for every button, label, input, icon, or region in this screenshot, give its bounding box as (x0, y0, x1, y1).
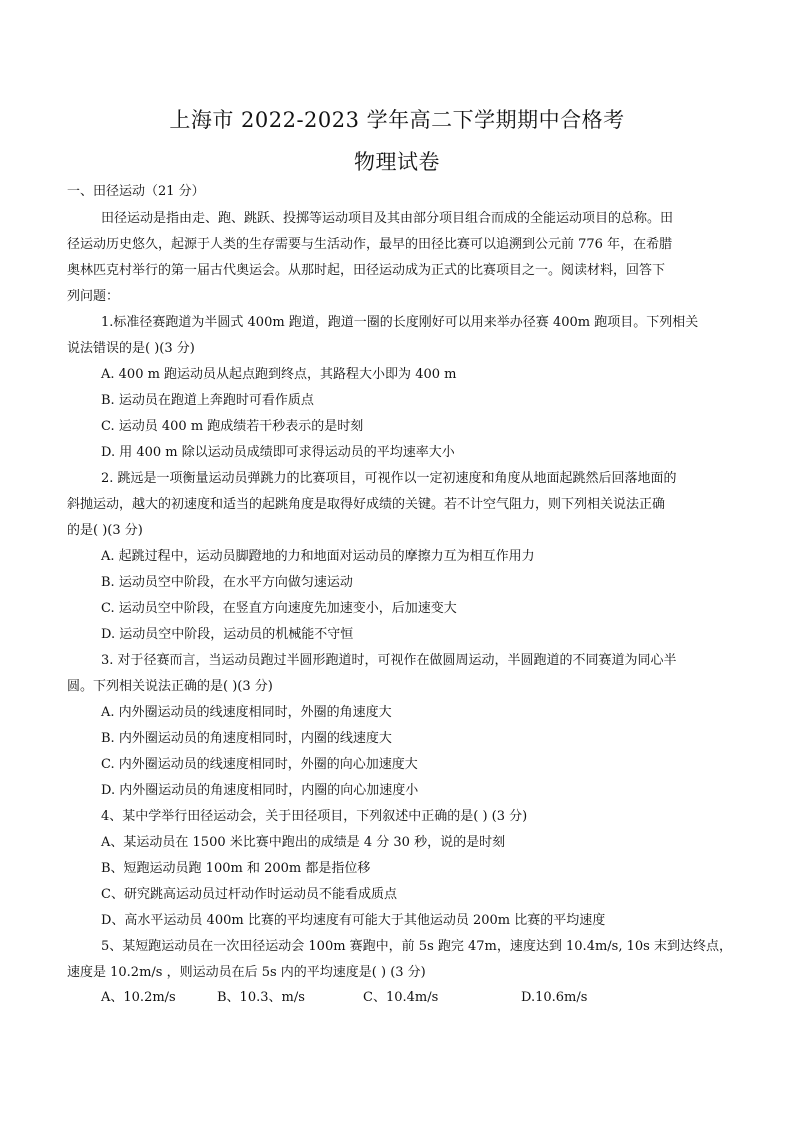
question-3-option: A. 内外圈运动员的线速度相同时，外圈的角速度大 (101, 705, 392, 720)
question-3-option: D. 内外圈运动员的角速度相同时，内圈的向心加速度小 (101, 783, 419, 798)
question-1-stem: 说法错误的是( )(3 分) (67, 341, 195, 356)
question-4-option: D、高水平运动员 400m 比赛的平均速度有可能大于其他运动员 200m 比赛的平均速度 (101, 913, 606, 928)
question-1-option: D. 用 400 m 除以运动员成绩即可求得运动员的平均速率大小 (101, 445, 455, 460)
question-4-option: A、某运动员在 1500 米比赛中跑出的成绩是 4 分 30 秒，说的是时刻 (101, 835, 506, 850)
question-1-option: A. 400 m 跑运动员从起点跑到终点，其路程大小即为 400 m (101, 367, 457, 382)
question-4-option: B、短跑运动员跑 100m 和 200m 都是指位移 (101, 861, 371, 876)
question-2-stem: 的是( )(3 分) (67, 523, 143, 538)
question-1-stem: 1.标准径赛跑道为半圆式 400m 跑道，跑道一圈的长度刚好可以用来举办径赛 400m 跑项目。下列相关 (101, 315, 699, 330)
question-2-stem: 2. 跳远是一项衡量运动员弹跳力的比赛项目，可视作以一定初速度和角度从地面起跳然后回落地面的 (101, 471, 677, 486)
question-1-option: C. 运动员 400 m 跑成绩若干秒表示的是时刻 (101, 419, 364, 434)
question-5-option-a: A、10.2m/s (101, 990, 176, 1005)
intro-line: 奥林匹克村举行的第一届古代奥运会。从那时起，田径运动成为正式的比赛项目之一。阅读材料，回答下 (67, 263, 666, 278)
question-5-option-b: B、10.3、m/s (217, 990, 305, 1005)
page-title: 上海市 2022-2023 学年高二下学期期中合格考 (169, 108, 625, 132)
question-3-stem: 3. 对于径赛而言，当运动员跑过半圆形跑道时，可视作在做圆周运动，半圆跑道的不同赛道为同心半 (101, 653, 677, 668)
intro-line: 径运动历史悠久，起源于人类的生存需要与生活动作，最早的田径比赛可以追溯到公元前 776 年，在希腊 (67, 237, 673, 252)
question-4-option: C、研究跳高运动员过杆动作时运动员不能看成质点 (101, 887, 397, 902)
question-4-stem: 4、某中学举行田径运动会，关于田径项目，下列叙述中正确的是( ) (3 分) (101, 809, 528, 824)
question-3-stem: 圆。下列相关说法正确的是( )(3 分) (67, 679, 273, 694)
page-subtitle: 物理试卷 (354, 150, 440, 174)
question-1-option: B. 运动员在跑道上奔跑时可看作质点 (101, 393, 314, 408)
section-heading: 一、田径运动（21 分） (67, 184, 205, 199)
question-5-option-c: C、10.4m/s (363, 990, 439, 1005)
question-2-option: A. 起跳过程中，运动员脚蹬地的力和地面对运动员的摩擦力互为相互作用力 (101, 549, 535, 564)
question-2-stem: 斜抛运动，越大的初速度和适当的起跳角度是取得好成绩的关键。若不计空气阻力，则下列相关说法正确 (67, 497, 666, 512)
intro-line: 列问题： (67, 289, 120, 304)
question-5-stem: 5、某短跑运动员在一次田径运动会 100m 赛跑中，前 5s 跑完 47m，速度达到 10.4m/s, 10s 末到达终点， (101, 939, 732, 954)
question-2-option: B. 运动员空中阶段，在水平方向做匀速运动 (101, 575, 353, 590)
question-5-option-d: D.10.6m/s (521, 990, 588, 1005)
question-3-option: B. 内外圈运动员的角速度相同时，内圈的线速度大 (101, 731, 392, 746)
question-5-stem: 速度是 10.2m/s ，则运动员在后 5s 内的平均速度是( ) (3 分) (67, 965, 426, 980)
question-3-option: C. 内外圈运动员的线速度相同时，外圈的向心加速度大 (101, 757, 418, 772)
intro-line: 田径运动是指由走、跑、跳跃、投掷等运动项目及其由部分项目组合而成的全能运动项目的总称。田 (101, 211, 674, 226)
question-2-option: C. 运动员空中阶段，在竖直方向速度先加速变小，后加速变大 (101, 601, 457, 616)
question-2-option: D. 运动员空中阶段，运动员的机械能不守恒 (101, 627, 354, 642)
